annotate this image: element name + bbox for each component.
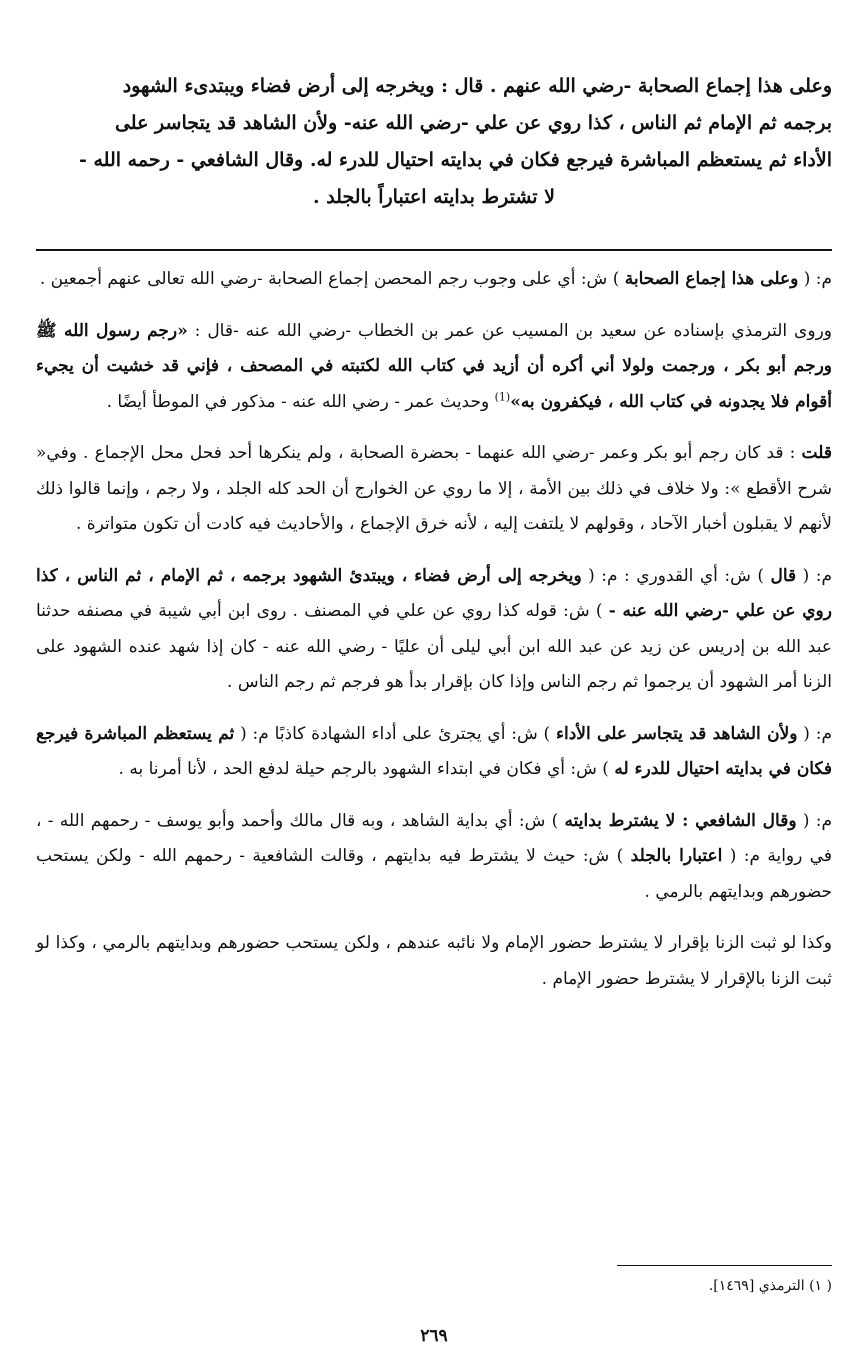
quoted-text: قال bbox=[770, 565, 797, 586]
quoted-text: ولأن الشاهد قد يتجاسر على الأداء bbox=[556, 723, 798, 744]
quoted-text: ثم يستعظم المباشرة فيرجع فكان في بدايته احتيال للدرء له bbox=[36, 723, 832, 779]
text-run: ) ش: أي على وجوب رجم المحصن إجماع الصحابة -رضي الله تعالى عنهم أجمعين . bbox=[39, 269, 625, 289]
text-run: م: ( bbox=[798, 269, 832, 289]
hadith-quote: «رجم رسول الله ﷺ ورجم أبو بكر ، ورجمت ولولا أني أكره أن أزيد في كتاب الله لكتبته في المصحف ، فإني قد خشيت أن يجيء أقوام فلا يجدونه في كتاب الله ، فيكفرون به» bbox=[36, 320, 832, 412]
section-divider bbox=[36, 249, 832, 251]
text-run: وروى الترمذي بإسناده عن سعيد بن المسيب عن عمر بن الخطاب -رضي الله عنه -قال : bbox=[187, 320, 832, 341]
text-run: ) ش: أي فكان في ابتداء الشهود بالرجم حيلة لدفع الحد ، لأنا أمرنا به . bbox=[118, 759, 615, 779]
text-run: ) ش: أي القدوري : م: ( bbox=[581, 565, 771, 586]
footnote-divider bbox=[617, 1265, 832, 1266]
quoted-text: اعتبارا بالجلد bbox=[630, 846, 723, 866]
main-text-line: لا تشترط بدايته اعتباراً بالجلد . bbox=[312, 186, 556, 208]
page-number: ٢٦٩ bbox=[420, 1326, 448, 1346]
text-run: م: ( bbox=[796, 565, 832, 586]
commentary-paragraph bbox=[36, 314, 832, 421]
text-run: م: ( bbox=[796, 810, 832, 831]
commentary-paragraph bbox=[36, 559, 832, 701]
commentary-paragraph bbox=[36, 926, 832, 997]
main-text bbox=[36, 68, 832, 216]
main-text-line: وعلى هذا إجماع الصحابة -رضي الله عنهم . قال : ويخرجه إلى أرض فضاء ويبتدىء الشهود bbox=[122, 75, 832, 97]
text-run: م: ( bbox=[797, 723, 832, 744]
footnote: ( ١) الترمذي [١٤٦٩]. bbox=[708, 1278, 832, 1294]
text-run: ) ش: أي بداية الشاهد ، وبه قال مالك وأحمد وأبو يوسف - رحمهم الله - ، في رواية م: ( bbox=[36, 810, 832, 866]
text-run: ) ش: قوله كذا روي عن علي في المصنف . روى ابن أبي شيبة في مصنفه حدثنا عبد الله بن إدريس عن زيد عن عبد الله ابن أبي ليلى أن عليًا - رضي الله عنه - كان إذا شهد عنده الشهود على الزنا أمر الشهود أن يرجموا ثم رجم الناس وإذا كان بإقرار بدأ هو فرجم ثم رجم الناس . bbox=[36, 601, 832, 692]
text-run: وكذا لو ثبت الزنا بإقرار لا يشترط حضور الإمام ولا نائبه عندهم ، ولكن يستحب حضورهم وبدايتهم بالرمي ، وكذا لو ثبت الزنا بالإقرار لا يشترط حضور الإمام . bbox=[36, 933, 832, 989]
commentary-paragraph bbox=[36, 436, 832, 543]
commentary bbox=[36, 262, 832, 1013]
text-run: ) ش: حيث لا يشترط فيه بدايتهم ، وقالت الشافعية - رحمهم الله - ولكن يستحب حضورهم وبدايتهم بالرمي . bbox=[36, 846, 832, 902]
commentary-paragraph bbox=[36, 262, 832, 298]
text-run: : قد كان رجم أبو بكر وعمر -رضي الله عنهما - بحضرة الصحابة ، ولم ينكرها أحد فحل محل الإجماع . وفي« شرح الأقطع »: ولا خلاف في ذلك بين الأمة ، إلا ما روي عن الخوارج أن الحد كله الجلد ، ولا رجم ، وإنما قالوا ذلك لأنهم لا يقبلون أخبار الآحاد ، وقولهم لا يلتفت إليه ، لأنه خرق الإجماع ، والأحاديث فيه كادت أن تكون متواترة . bbox=[36, 443, 832, 534]
footnote-reference: (1) bbox=[494, 389, 511, 403]
commentary-paragraph bbox=[36, 717, 832, 788]
quoted-text: وقال الشافعي : لا يشترط بدايته bbox=[564, 810, 797, 831]
quoted-text: ويخرجه إلى أرض فضاء ، ويبتدئ الشهود برجمه ، ثم الإمام ، ثم الناس ، كذا روي عن علي -رضي الله عنه - bbox=[36, 565, 832, 621]
quoted-text: وعلى هذا إجماع الصحابة bbox=[624, 269, 799, 289]
quoted-text: قلت bbox=[801, 443, 832, 463]
main-text-line: برجمه ثم الإمام ثم الناس ، كذا روي عن علي -رضي الله عنه- ولأن الشاهد قد يتجاسر على bbox=[114, 112, 832, 134]
text-run: وحديث عمر - رضي الله عنه - مذكور في الموطأ أيضًا . bbox=[106, 391, 495, 412]
text-run: ) ش: أي يجترئ على أداء الشهادة كاذبًا م: ( bbox=[234, 723, 556, 744]
commentary-paragraph bbox=[36, 804, 832, 911]
main-text-line: الأداء ثم يستعظم المباشرة فيرجع فكان في بدايته احتيال للدرء له. وقال الشافعي - رحمه الله - bbox=[79, 149, 832, 171]
